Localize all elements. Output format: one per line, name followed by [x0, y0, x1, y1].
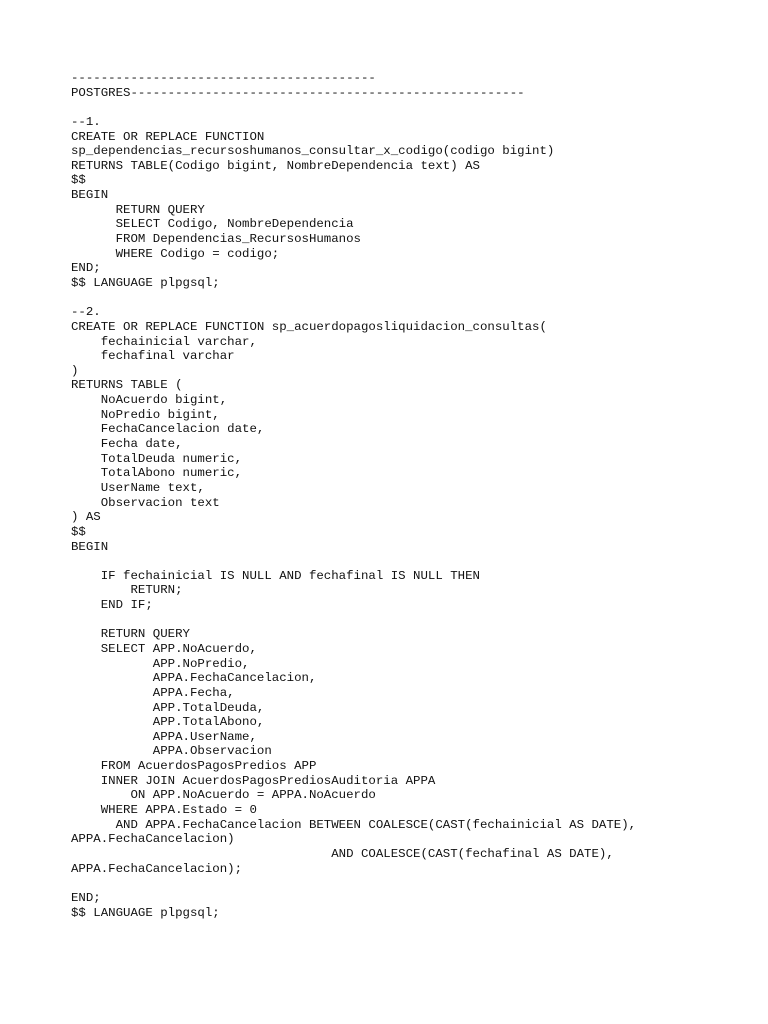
code-line: $$ LANGUAGE plpgsql; — [71, 905, 220, 920]
code-line: --1. — [71, 114, 101, 129]
code-line: END; — [71, 890, 101, 905]
code-line: $$ LANGUAGE plpgsql; — [71, 275, 220, 290]
code-line: $$ — [71, 173, 86, 188]
code-line — [71, 291, 636, 306]
code-line: RETURN QUERY — [71, 627, 190, 642]
code-line: APP.NoPredio, — [71, 656, 250, 671]
code-line: FROM AcuerdosPagosPredios APP — [71, 759, 317, 774]
code-line: APPA.FechaCancelacion, — [71, 671, 317, 686]
code-line: FechaCancelacion date, — [71, 422, 265, 437]
code-line: APPA.Observacion — [71, 744, 272, 759]
code-line: sp_dependencias_recursoshumanos_consultar_x_codigo(codigo bigint) — [71, 144, 555, 159]
code-line: CREATE OR REPLACE FUNCTION — [71, 129, 265, 144]
code-line: fechafinal varchar — [71, 349, 235, 364]
code-line: RETURN; — [71, 583, 183, 598]
code-line: fechainicial varchar, — [71, 334, 257, 349]
code-line: APPA.FechaCancelacion) — [71, 832, 235, 847]
code-line: --2. — [71, 305, 101, 320]
code-line: UserName text, — [71, 480, 205, 495]
code-line: NoPredio bigint, — [71, 407, 220, 422]
code-line: Fecha date, — [71, 437, 183, 452]
code-line: IF fechainicial IS NULL AND fechafinal IS NULL THEN — [71, 568, 480, 583]
code-line: ----------------------------------------- — [71, 71, 376, 85]
code-line: APPA.Fecha, — [71, 685, 235, 700]
code-line: WHERE Codigo = codigo; — [71, 246, 280, 261]
code-line — [71, 554, 636, 569]
code-line: END; — [71, 261, 101, 276]
code-line: RETURNS TABLE(Codigo bigint, NombreDependencia text) AS — [71, 158, 480, 173]
code-line: AND COALESCE(CAST(fechafinal AS DATE), — [71, 846, 614, 861]
code-line: BEGIN — [71, 188, 109, 203]
code-line — [71, 613, 636, 628]
code-line: RETURN QUERY — [71, 202, 205, 217]
code-line — [71, 100, 636, 115]
code-line: ON APP.NoAcuerdo = APPA.NoAcuerdo — [71, 788, 376, 803]
code-line: AND APPA.FechaCancelacion BETWEEN COALESCE(CAST(fechainicial AS DATE), — [71, 817, 637, 832]
code-line: INNER JOIN AcuerdosPagosPrediosAuditoria APPA — [71, 773, 436, 788]
code-line: SELECT Codigo, NombreDependencia — [71, 217, 354, 232]
code-line: APP.TotalAbono, — [71, 715, 265, 730]
code-line: TotalDeuda numeric, — [71, 451, 243, 466]
code-line: END IF; — [71, 598, 153, 613]
sql-code-block — [71, 71, 636, 920]
code-line: WHERE APPA.Estado = 0 — [71, 803, 257, 818]
code-line: SELECT APP.NoAcuerdo, — [71, 641, 257, 656]
code-line: APPA.UserName, — [71, 729, 257, 744]
code-line: RETURNS TABLE ( — [71, 378, 183, 393]
code-line: ) — [71, 363, 79, 378]
code-line: ) AS — [71, 510, 101, 525]
code-line: TotalAbono numeric, — [71, 466, 243, 481]
code-line: Observacion text — [71, 495, 220, 510]
code-line: APP.TotalDeuda, — [71, 700, 265, 715]
code-line — [71, 876, 636, 891]
code-line: BEGIN — [71, 539, 109, 554]
code-line: NoAcuerdo bigint, — [71, 393, 228, 408]
code-line: POSTGRES----------------------------------------------------- — [71, 85, 525, 100]
code-line: APPA.FechaCancelacion); — [71, 861, 243, 876]
code-line: CREATE OR REPLACE FUNCTION sp_acuerdopagosliquidacion_consultas( — [71, 319, 547, 334]
code-line: $$ — [71, 524, 86, 539]
code-line: FROM Dependencias_RecursosHumanos — [71, 232, 361, 247]
